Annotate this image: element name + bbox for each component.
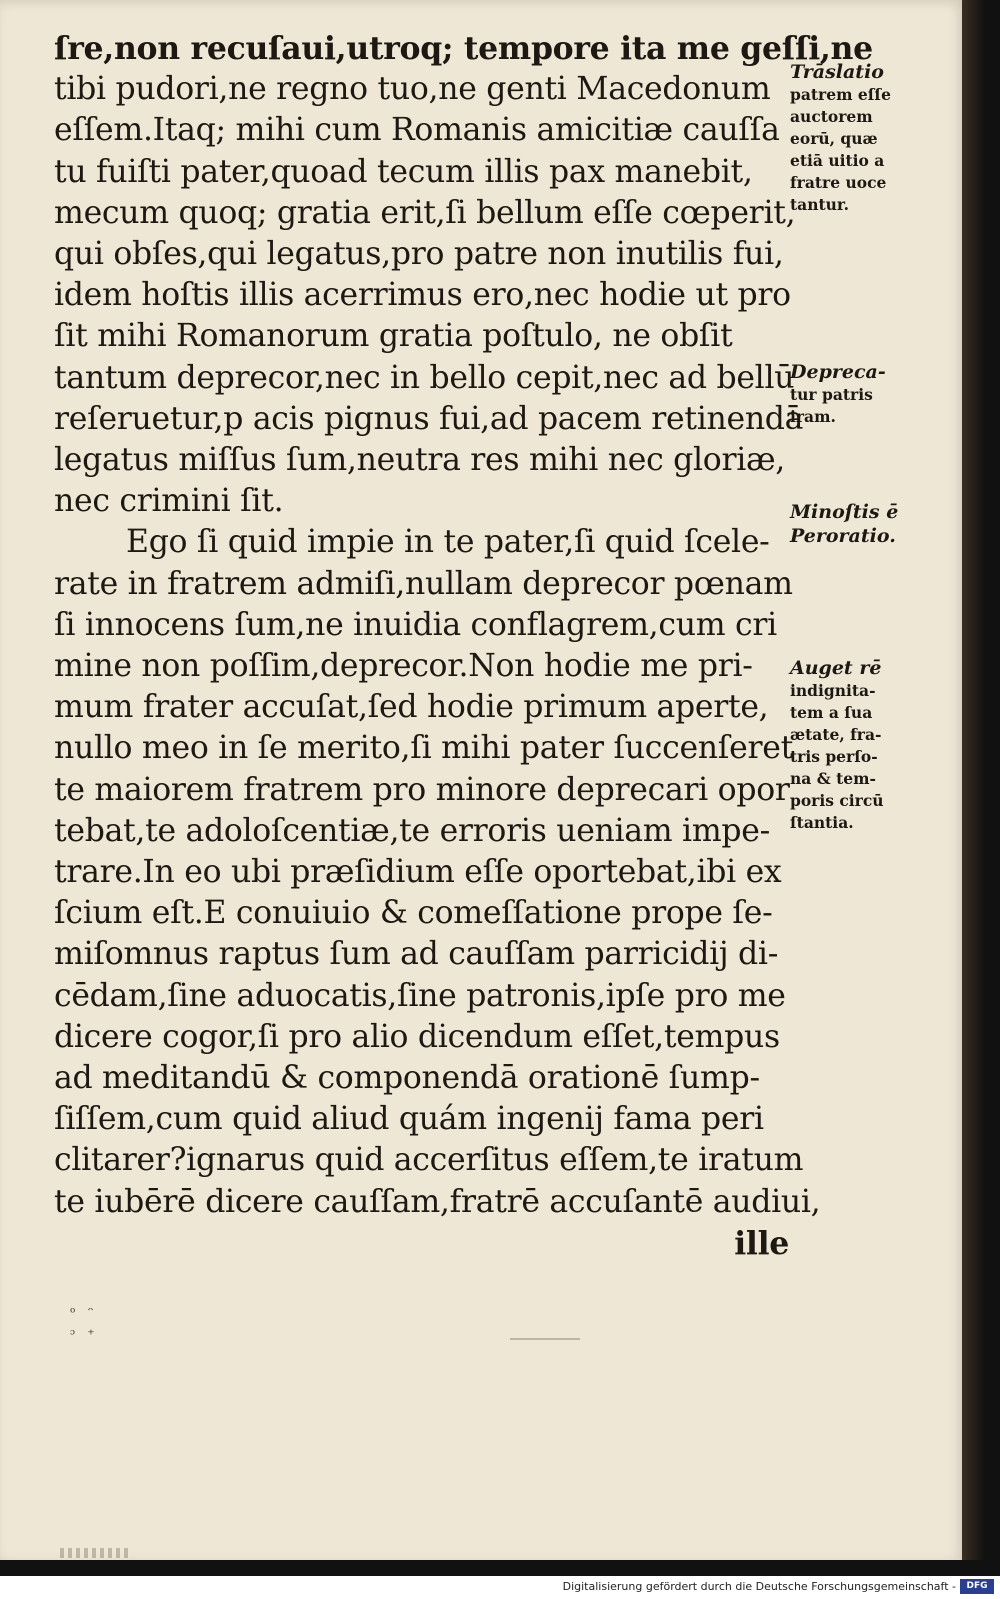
note-line: Peroratio.: [790, 525, 896, 547]
text-line: tu fuiſti pater,quoad tecum illis pax manebit,: [54, 153, 753, 190]
text-line: ſiſſem,cum quid aliud quám ingenij fama peri: [54, 1101, 764, 1138]
text-line: mine non poſſim,deprecor.Non hodie me pri-: [54, 648, 753, 685]
text-line: tantum deprecor,nec in bello cepit,nec ad bellū: [54, 359, 795, 396]
text-line: tebat,te adoloſcentiæ,te erroris ueniam impe-: [54, 812, 770, 849]
catchword: ille: [734, 1224, 789, 1262]
note-line: tris perſo-: [790, 747, 878, 766]
note-line: na & tem-: [790, 769, 876, 788]
note-line: Depreca-: [790, 361, 886, 383]
ink-smudge: [510, 1338, 580, 1340]
text-line: rate in fratrem admiſi,nullam deprecor pœnam: [54, 565, 793, 602]
text-line: cēdam,ſine aduocatis,ſine patronis,ipſe pro me: [54, 977, 786, 1014]
signature-marks: [70, 1302, 99, 1346]
text-line: eſſem.Itaq; mihi cum Romanis amicitiæ cauſſa: [54, 112, 780, 149]
dfg-logo: DFG: [960, 1579, 994, 1594]
note-line: patrem eſſe: [790, 85, 891, 104]
note-line: eorū, quæ: [790, 129, 878, 148]
text-line: te iubērē dicere cauſſam,fratrē accuſantē audiui,: [54, 1183, 821, 1220]
text-line: miſomnus raptus ſum ad cauſſam parricidij di-: [54, 936, 779, 973]
text-line: ſi innocens ſum,ne inuidia conflagrem,cum cri: [54, 606, 777, 643]
marginal-note-auget: [790, 656, 940, 834]
text-line: reſeruetur,p acis pignus fui,ad pacem retinendā: [54, 400, 804, 437]
signature-mark: ᵒ ᵔ: [70, 1305, 98, 1321]
text-line: qui obſes,qui legatus,pro patre non inutilis fui,: [54, 236, 784, 273]
text-line: tibi pudori,ne regno tuo,ne genti Macedonum: [54, 71, 771, 108]
note-line: indignita-: [790, 681, 876, 700]
note-line: tur patris: [790, 385, 873, 404]
marginal-note-peroratio: [790, 500, 940, 548]
text-line: te maiorem fratrem pro minore deprecari opor: [54, 771, 790, 808]
text-line: ad meditandū & componendā orationē ſump-: [54, 1060, 760, 1097]
text-line: clitarer?ignarus quid accerſitus eſſem,te iratum: [54, 1142, 804, 1179]
marginal-note-translatio: [790, 60, 940, 216]
page-edge-marks: [60, 1548, 130, 1558]
note-line: Minoſtis ē: [790, 501, 899, 523]
note-line: Trāslatio: [790, 61, 884, 83]
text-line: ſcium eſt.E conuiuio & comeſſatione prope ſe-: [54, 895, 773, 932]
note-line: ſtantia.: [790, 813, 854, 832]
text-line: ſit mihi Romanorum gratia poſtulo, ne obſit: [54, 318, 733, 355]
note-line: iram.: [790, 407, 836, 426]
text-line: mum frater accuſat,ſed hodie primum aperte,: [54, 689, 769, 726]
text-line: legatus miſſus ſum,neutra res mihi nec gloriæ,: [54, 442, 786, 479]
text-line: trare.In eo ubi præſidium eſſe oportebat,ibi ex: [54, 854, 782, 891]
page-shadow-edge: [962, 0, 1000, 1560]
footer-credit: Digitalisierung gefördert durch die Deutsche Forschungsgemeinschaft -: [562, 1580, 956, 1593]
paragraph-start-line: Ego ſi quid impie in te pater,ſi quid ſcele-: [126, 524, 770, 561]
marginal-note-deprecatur: [790, 360, 940, 428]
text-line: nec crimini ſit.: [54, 483, 284, 520]
note-line: ætate, fra-: [790, 725, 882, 744]
footer-bar: [0, 1576, 1000, 1599]
note-line: auctorem: [790, 107, 873, 126]
note-line: fratre uoce: [790, 173, 887, 192]
note-line: tem a ſua: [790, 703, 873, 722]
text-line: ſre,non recuſaui,utroq; tempore ita me geſſi,ne: [54, 30, 873, 67]
text-line: idem hoſtis illis acerrimus ero,nec hodie ut pro: [54, 277, 791, 314]
note-line: tantur.: [790, 195, 850, 214]
text-line: mecum quoq; gratia erit,ſi bellum eſſe cœperit,: [54, 194, 796, 231]
text-line: dicere cogor,ſi pro alio dicendum eſſet,tempus: [54, 1018, 780, 1055]
note-line: poris circū: [790, 791, 884, 810]
text-line: nullo meo in ſe merito,ſi mihi pater ſuccenſeret: [54, 730, 793, 767]
signature-mark: ᵓ ⁺: [70, 1327, 99, 1343]
note-line: Auget rē: [790, 657, 882, 679]
note-line: etiā uitio a: [790, 151, 885, 170]
